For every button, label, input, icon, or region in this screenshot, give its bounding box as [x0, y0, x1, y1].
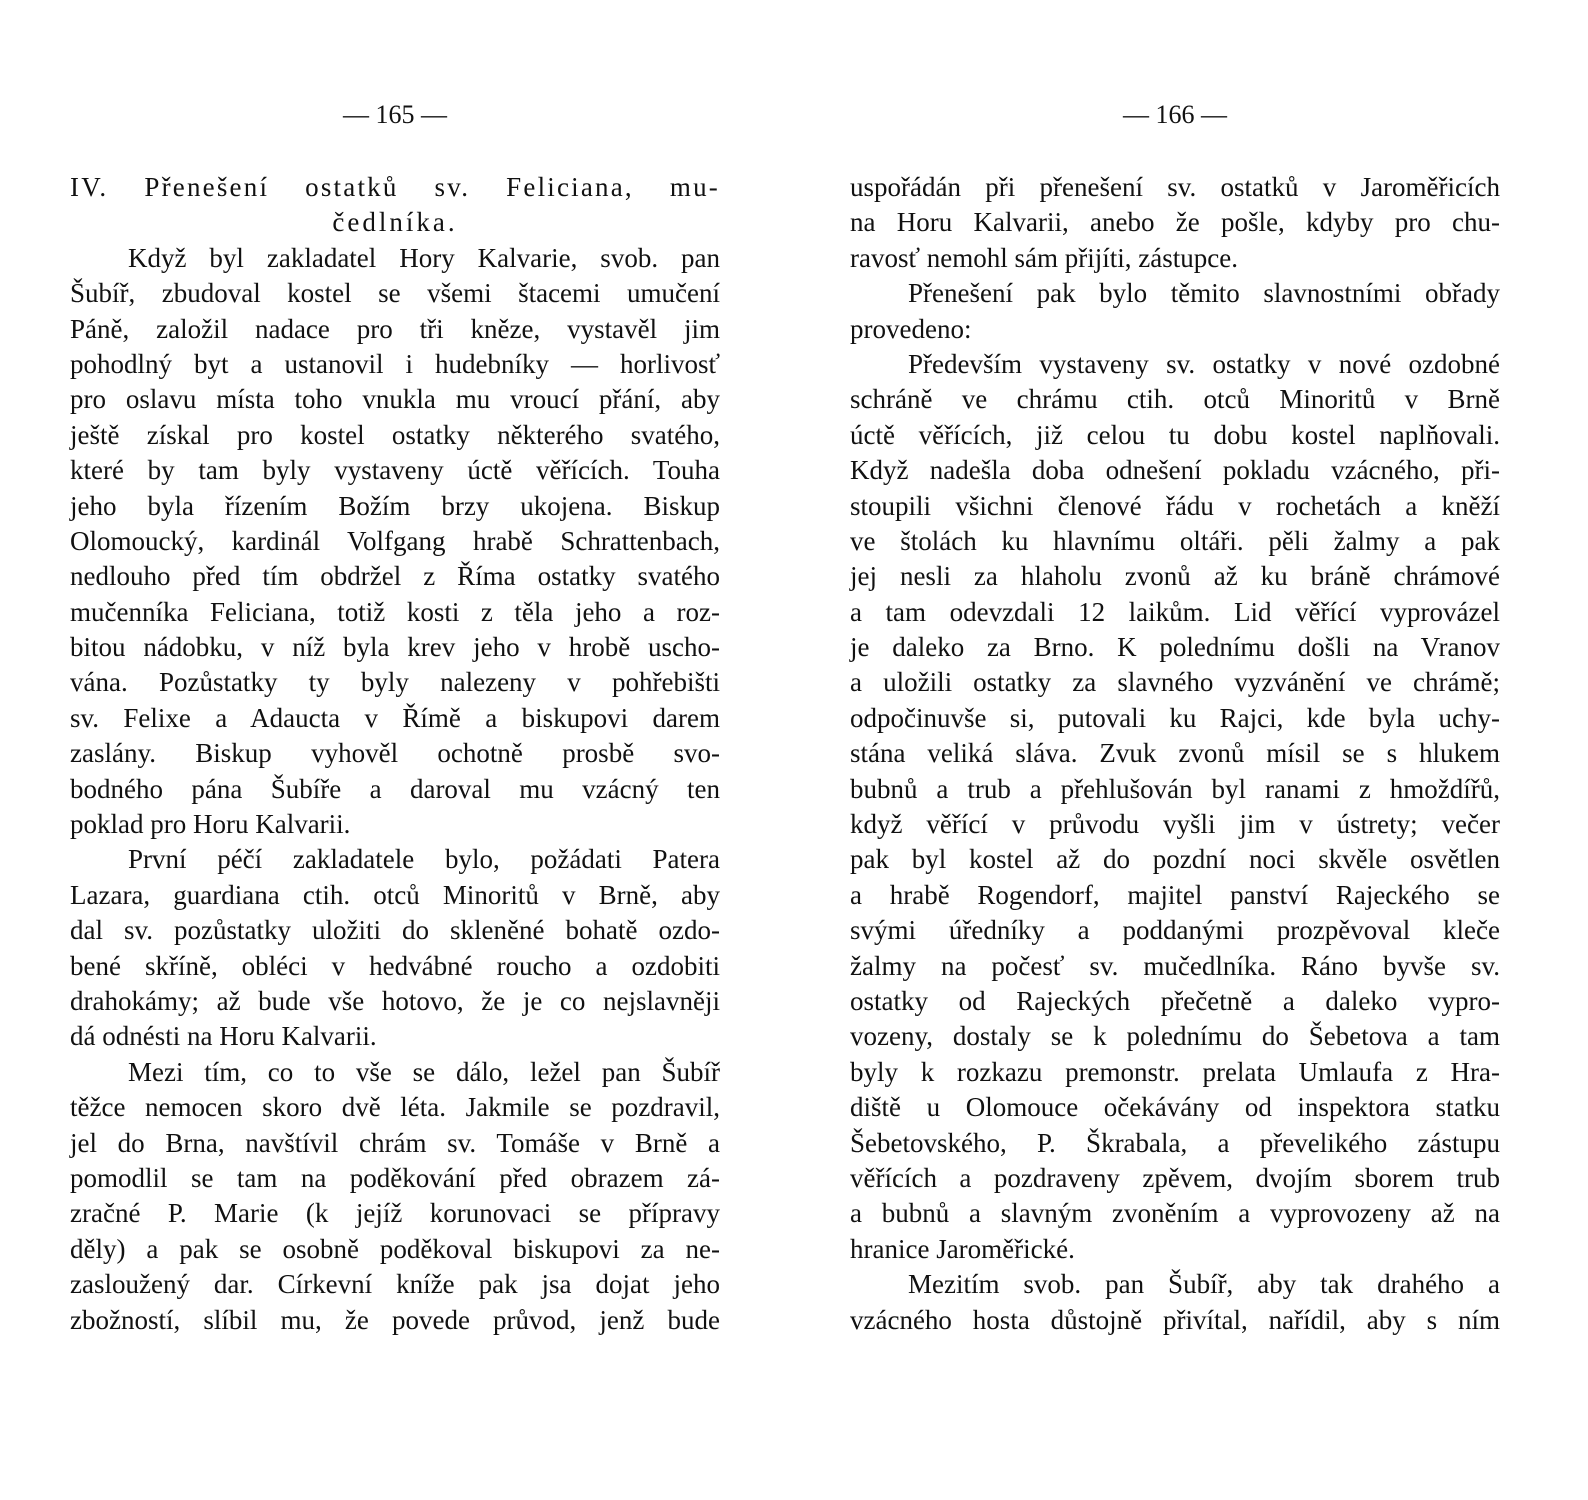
text-line: ravosť nemohl sám přijíti, zástupce.: [850, 242, 1238, 273]
text-line: zaslány. Biskup vyhověl ochotně prosbě svo-: [70, 738, 720, 769]
text-line: pomodlil se tam na poděkování před obrazem zá-: [70, 1162, 720, 1193]
text-line: úctě věřících, již celou tu dobu kostel naplňovali.: [850, 419, 1500, 450]
text-line: odpočinuvše si, putovali ku Rajci, kde byla uchy-: [850, 702, 1500, 733]
text-line: stána veliká sláva. Zvuk zvonů mísil se s hlukem: [850, 738, 1500, 769]
text-line: dal sv. pozůstatky uložiti do skleněné bohatě ozdo-: [70, 915, 720, 946]
text-line: bitou nádobku, v níž byla krev jeho v hrobě uscho-: [70, 632, 720, 663]
text-line: provedeno:: [850, 313, 972, 344]
text-line: vána. Pozůstatky ty byly nalezeny v pohřebišti: [70, 667, 720, 698]
text-line: drahokámy; až bude vše hotovo, že je co nejslavněji: [70, 985, 720, 1016]
text-line: vzácného hosta důstojně přivítal, nařídil, aby s ním: [850, 1304, 1500, 1335]
text-line: bené skříně, obléci v hedvábné roucho a ozdobiti: [70, 950, 720, 981]
text-line: věřících a pozdraveny zpěvem, dvojím sborem trub: [850, 1162, 1500, 1193]
text-line: čedlníka.: [332, 207, 458, 238]
text-line: které by tam byly vystaveny úctě věřících. Touha: [70, 455, 720, 486]
text-line: jej nesli za hlaholu zvonů až ku bráně chrámové: [850, 561, 1500, 592]
text-line: pohodlný byt a ustanovil i hudebníky — horlivosť: [70, 348, 720, 379]
text-line: těžce nemocen skoro dvě léta. Jakmile se pozdravil,: [70, 1092, 720, 1123]
text-line: schráně ve chrámu ctih. otců Minoritů v Brně: [850, 384, 1500, 415]
text-line: diště u Olomouce očekávány od inspektora statku: [850, 1092, 1500, 1123]
text-line: když věřící v průvodu vyšli jim v ústrety; večer: [850, 809, 1500, 840]
text-line: Olomoucký, kardinál Volfgang hrabě Schrattenbach,: [70, 525, 720, 556]
text-line: sv. Felixe a Adaucta v Římě a biskupovi darem: [70, 702, 720, 733]
page-number: — 166 —: [1123, 100, 1227, 129]
text-line: ostatky od Rajeckých přečetně a daleko vypro-: [850, 985, 1500, 1016]
page-text: [850, 170, 1500, 1338]
text-line: Přenešení pak bylo těmito slavnostními obřady: [908, 278, 1500, 309]
text-line: mučenníka Feliciana, totiž kosti z těla jeho a roz-: [70, 596, 720, 627]
text-line: Šebetovského, P. Škrabala, a převelikého zástupu: [850, 1127, 1500, 1158]
text-line: dá odnésti na Horu Kalvarii.: [70, 1021, 377, 1052]
text-line: Šubíř, zbudoval kostel se všemi štacemi umučení: [70, 278, 720, 309]
text-line: a uložili ostatky za slavného vyzvánění ve chrámě;: [850, 667, 1500, 698]
text-line: zračné P. Marie (k jejíž korunovaci se přípravy: [70, 1198, 720, 1229]
text-line: ve štolách ku hlavnímu oltáři. pěli žalmy a pak: [850, 525, 1500, 556]
text-line: jel do Brna, navštívil chrám sv. Tomáše v Brně a: [70, 1127, 720, 1158]
text-line: je daleko za Brno. K polednímu došli na Vranov: [850, 632, 1500, 663]
text-line: svými úředníky a poddanými prozpěvoval kleče: [850, 915, 1500, 946]
text-line: pro oslavu místa toho vnukla mu vroucí přání, aby: [70, 384, 720, 415]
text-line: Když nadešla doba odnešení pokladu vzácného, při-: [850, 455, 1500, 486]
text-line: bubnů a trub a přehlušován byl ranami z hmoždířů,: [850, 773, 1500, 804]
text-line: zbožností, slíbil mu, že povede průvod, jenž bude: [70, 1304, 720, 1335]
text-line: Když byl zakladatel Hory Kalvarie, svob. pan: [128, 242, 720, 273]
text-line: bodného pána Šubíře a daroval mu vzácný ten: [70, 773, 720, 804]
page-text: [70, 170, 720, 1338]
text-line: vozeny, dostaly se k polednímu do Šebetova a tam: [850, 1021, 1500, 1052]
text-line: První péčí zakladatele bylo, požádati Patera: [128, 844, 720, 875]
text-line: ještě získal pro kostel ostatky některého svatého,: [70, 419, 720, 450]
text-line: Lazara, guardiana ctih. otců Minoritů v Brně, aby: [70, 879, 720, 910]
text-line: Mezitím svob. pan Šubíř, aby tak drahého a: [908, 1269, 1500, 1300]
text-line: hranice Jaroměřické.: [850, 1233, 1075, 1264]
text-line: jeho byla řízením Božím brzy ukojena. Biskup: [70, 490, 720, 521]
text-line: uspořádán při přenešení sv. ostatků v Jaroměřicích: [850, 172, 1500, 202]
text-line: na Horu Kalvarii, anebo že pošle, kdyby pro chu-: [850, 207, 1500, 238]
text-line: Páně, založil nadace pro tři kněze, vystavěl jim: [70, 313, 720, 344]
text-line: a tam odevzdali 12 laikům. Lid věřící vyprovázel: [850, 596, 1500, 627]
left-page: [70, 0, 720, 1500]
text-line: zasloužený dar. Církevní kníže pak jsa dojat jeho: [70, 1269, 720, 1300]
text-line: žalmy na počesť sv. mučedlníka. Ráno byvše sv.: [850, 950, 1500, 981]
text-line: poklad pro Horu Kalvarii.: [70, 809, 351, 840]
text-line: byly k rozkazu premonstr. prelata Umlaufa z Hra-: [850, 1056, 1500, 1087]
text-line: IV. Přenešení ostatků sv. Feliciana, mu-: [70, 172, 720, 202]
text-line: děly) a pak se osobně poděkoval biskupovi za ne-: [70, 1233, 720, 1264]
text-line: stoupili všichni členové řádu v rochetách a kněží: [850, 490, 1500, 521]
text-line: a hrabě Rogendorf, majitel panství Rajeckého se: [850, 879, 1500, 910]
text-line: Především vystaveny sv. ostatky v nové ozdobné: [908, 348, 1500, 379]
right-page: [850, 0, 1500, 1500]
text-line: Mezi tím, co to vše se dálo, ležel pan Šubíř: [128, 1056, 720, 1087]
text-line: pak byl kostel až do pozdní noci skvěle osvětlen: [850, 844, 1500, 875]
text-line: nedlouho před tím obdržel z Říma ostatky svatého: [70, 561, 720, 592]
page-number: — 165 —: [343, 100, 447, 129]
text-line: a bubnů a slavným zvoněním a vyprovozeny až na: [850, 1198, 1500, 1229]
